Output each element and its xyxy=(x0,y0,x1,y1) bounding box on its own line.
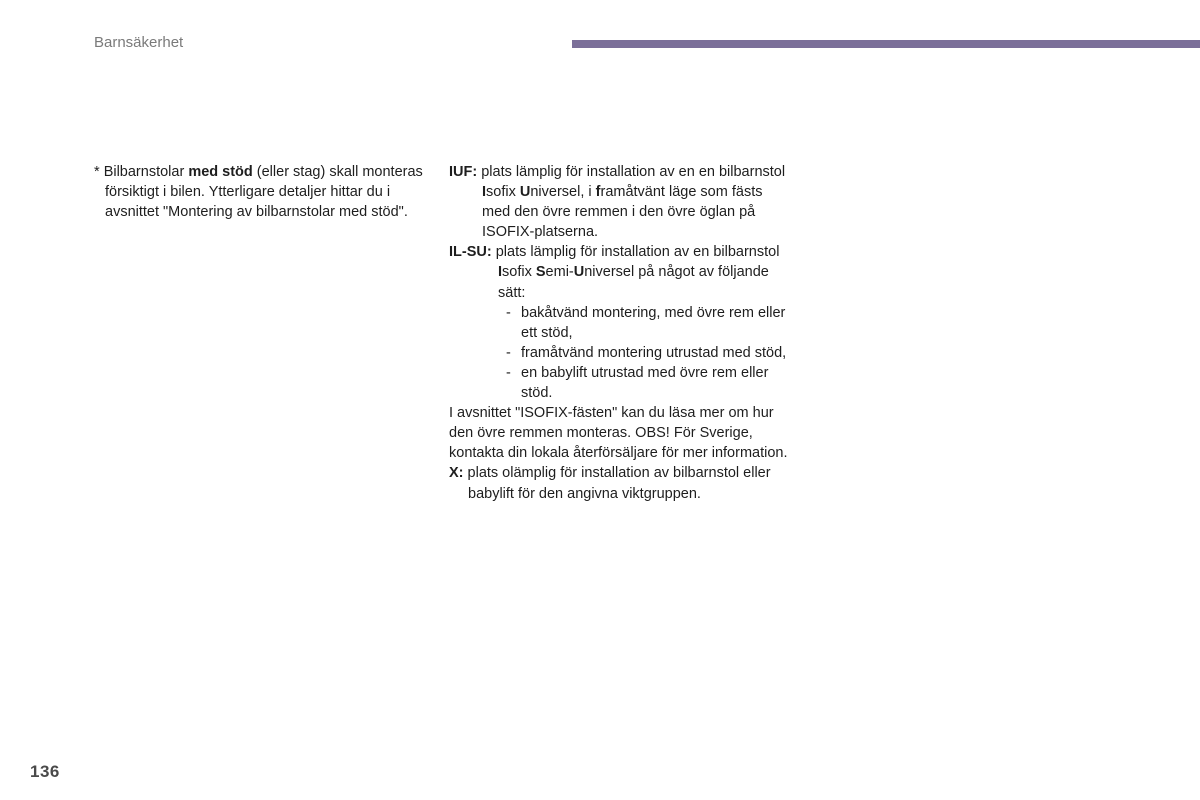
term-ilsu: IL-SU: xyxy=(449,244,492,261)
list-item xyxy=(506,343,789,363)
emphasis-letter: S xyxy=(535,264,546,281)
right-column xyxy=(449,162,789,504)
definition-x xyxy=(449,463,789,503)
list-item-text: framåtvänd montering utrustad med stöd, xyxy=(521,344,787,361)
ilsu-options-list xyxy=(449,303,789,403)
definition-iuf-text: plats lämplig för installation av en en bilbarnstol xyxy=(477,164,786,180)
emphasis-letter: U xyxy=(573,264,585,281)
definition-iuf-text: niversel, i xyxy=(530,184,596,201)
left-column xyxy=(94,162,434,222)
definition-x-text: plats olämplig för installation av bilbarnstol eller babylift för den angivna viktgruppen. xyxy=(463,465,771,502)
definition-iuf-text: ramåtvänt läge som fästs med den övre remmen i den övre öglan på ISOFIX-platserna. xyxy=(482,184,763,241)
emphasis-letter: f xyxy=(595,184,601,201)
footnote-marker: * xyxy=(94,164,100,180)
definition-ilsu-text: niversel på något av följande sätt: xyxy=(498,264,769,301)
list-item-text: bakåtvänd montering, med övre rem eller ett stöd, xyxy=(521,304,786,341)
footnote xyxy=(94,162,434,222)
list-item-text: en babylift utrustad med övre rem eller stöd. xyxy=(521,364,769,402)
definition-ilsu xyxy=(449,242,789,302)
term-iuf: IUF: xyxy=(449,164,478,180)
page-number: 136 xyxy=(30,762,60,781)
section-title: Barnsäkerhet xyxy=(94,34,184,51)
list-dash: - xyxy=(506,304,511,321)
header-bar xyxy=(572,40,1200,48)
list-item xyxy=(506,303,789,343)
footnote-bold: med stöd xyxy=(188,164,253,180)
definition-iuf xyxy=(449,162,789,242)
definition-ilsu-text: plats lämplig för installation av en bilbarnstol xyxy=(491,244,780,261)
list-dash: - xyxy=(506,344,511,361)
list-item xyxy=(506,363,789,403)
term-x: X: xyxy=(449,465,464,482)
footnote-text-cont: (eller stag) skall monteras försiktigt i bilen. Ytterligare detaljer hittar du i avsnittet "Montering av bilbarnstolar med stöd". xyxy=(105,164,423,221)
footnote-text: Bilbarnstolar xyxy=(103,164,189,180)
definition-ilsu-text: emi- xyxy=(545,264,574,281)
emphasis-letter: I xyxy=(482,184,487,201)
isofix-paragraph: I avsnittet "ISOFIX-fästen" kan du läsa mer om hur den övre remmen monteras. OBS! För Sverige, kontakta din lokala återförsäljare för mer information. xyxy=(449,405,788,462)
emphasis-letter: U xyxy=(519,184,531,201)
emphasis-letter: I xyxy=(498,264,503,281)
definition-iuf-text: sofix xyxy=(486,184,520,201)
definition-ilsu-text: sofix xyxy=(502,264,536,281)
list-dash: - xyxy=(506,364,511,381)
